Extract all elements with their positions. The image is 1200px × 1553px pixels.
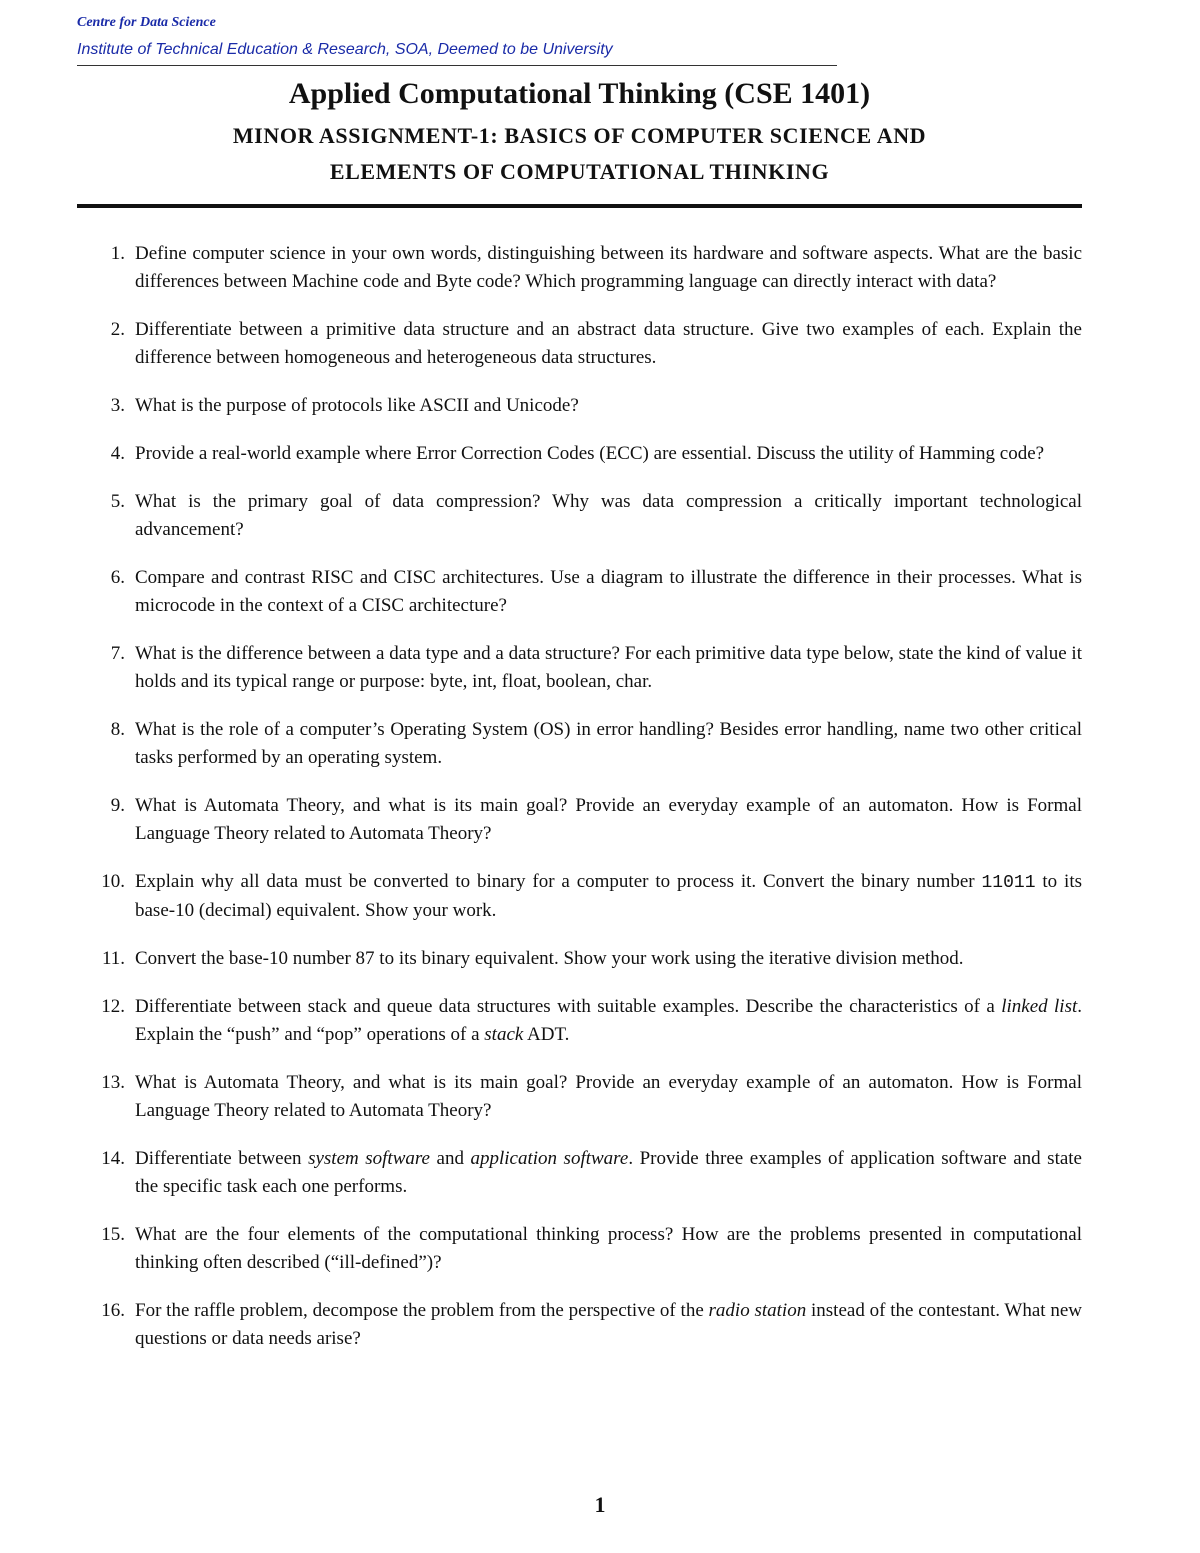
question-number: 8. bbox=[110, 719, 125, 740]
question-item bbox=[77, 1297, 1082, 1353]
question-number: 4. bbox=[110, 443, 125, 464]
page-number: 1 bbox=[594, 1492, 606, 1517]
question-item bbox=[77, 716, 1082, 772]
question-item bbox=[77, 792, 1082, 848]
question-number: 5. bbox=[110, 491, 125, 512]
question-number: 10. bbox=[101, 871, 125, 892]
question-text: What is the difference between a data type and a data structure? For each primitive data type below, state the kind of value it holds and its typical range or purpose: byte, int, float, boolean, char. bbox=[135, 643, 1082, 692]
course-title: Applied Computational Thinking (CSE 1401) bbox=[288, 77, 871, 110]
question-number: 2. bbox=[110, 319, 125, 340]
subtitle-line-1: MINOR ASSIGNMENT-1: BASICS OF COMPUTER SCIENCE AND bbox=[232, 123, 927, 148]
question-item bbox=[77, 564, 1082, 620]
centre-name: Centre for Data Science bbox=[77, 15, 216, 30]
question-item bbox=[77, 1145, 1082, 1201]
question-text-part: instead of the contestant. What new questions or data needs arise? bbox=[135, 1300, 1082, 1349]
question-number: 3. bbox=[110, 395, 125, 416]
title-divider bbox=[77, 204, 1082, 208]
question-number: 11. bbox=[101, 948, 125, 969]
question-item bbox=[77, 440, 1082, 468]
italic-term: application software bbox=[470, 1148, 629, 1169]
question-number: 16. bbox=[101, 1300, 125, 1321]
page-header bbox=[77, 14, 837, 66]
question-number: 12. bbox=[101, 996, 125, 1017]
italic-term: radio station bbox=[708, 1300, 807, 1321]
question-text-part: Explain why all data must be converted to binary for a computer to process it. Convert the binary number bbox=[135, 871, 982, 892]
question-text-part: Differentiate between bbox=[135, 1148, 309, 1169]
question-number: 7. bbox=[110, 643, 125, 664]
question-text-part: . Provide three examples of application software and state the specific task each one performs. bbox=[135, 1148, 1082, 1197]
question-text-part: ADT. bbox=[523, 1024, 570, 1045]
question-item bbox=[77, 392, 1082, 420]
italic-term: stack bbox=[484, 1024, 524, 1045]
italic-term: system software bbox=[308, 1148, 430, 1169]
question-number: 1. bbox=[110, 243, 125, 264]
question-text: Provide a real-world example where Error Correction Codes (ECC) are essential. Discuss the utility of Hamming code? bbox=[135, 443, 1045, 464]
question-number: 14. bbox=[101, 1148, 125, 1169]
question-item bbox=[77, 240, 1082, 296]
question-number: 9. bbox=[110, 795, 125, 816]
question-number: 15. bbox=[101, 1224, 125, 1245]
question-list bbox=[77, 240, 1082, 1373]
question-text: What is Automata Theory, and what is its main goal? Provide an everyday example of an automaton. How is Formal Language Theory related to Automata Theory? bbox=[135, 1072, 1082, 1121]
question-text-part: to its base-10 (decimal) equivalent. Show your work. bbox=[135, 871, 1082, 921]
question-item bbox=[77, 1069, 1082, 1125]
institute-name: Institute of Technical Education & Research, SOA, Deemed to be University bbox=[77, 39, 837, 66]
question-text: What is the primary goal of data compression? Why was data compression a critically important technological advancement? bbox=[135, 491, 1082, 540]
question-text-part: and bbox=[430, 1148, 471, 1169]
question-text: Differentiate between a primitive data structure and an abstract data structure. Give two examples of each. Explain the difference between homogeneous and heterogeneous data structures. bbox=[135, 319, 1082, 368]
binary-code: 11011 bbox=[981, 873, 1036, 893]
question-text: What is Automata Theory, and what is its main goal? Provide an everyday example of an automaton. How is Formal Language Theory related to Automata Theory? bbox=[135, 795, 1082, 844]
question-item bbox=[77, 316, 1082, 372]
italic-term: linked list bbox=[1001, 996, 1078, 1017]
question-item bbox=[77, 640, 1082, 696]
question-text: Compare and contrast RISC and CISC architectures. Use a diagram to illustrate the difference in their processes. What is microcode in the context of a CISC architecture? bbox=[135, 567, 1082, 616]
question-item bbox=[77, 868, 1082, 925]
question-text: Define computer science in your own words, distinguishing between its hardware and software aspects. What are the basic differences between Machine code and Byte code? Which programming language can directly interact with data? bbox=[135, 243, 1082, 292]
question-text: What are the four elements of the computational thinking process? How are the problems presented in computational thinking often described (“ill-defined”)? bbox=[135, 1224, 1082, 1273]
question-number: 13. bbox=[101, 1072, 125, 1093]
question-text: What is the purpose of protocols like ASCII and Unicode? bbox=[135, 395, 579, 416]
question-text: Convert the base-10 number 87 to its binary equivalent. Show your work using the iterative division method. bbox=[135, 948, 964, 969]
question-item bbox=[77, 488, 1082, 544]
question-text-part: Differentiate between stack and queue data structures with suitable examples. Describe the characteristics of a bbox=[135, 996, 1002, 1017]
question-text-part: For the raffle problem, decompose the problem from the perspective of the bbox=[135, 1300, 709, 1321]
question-text-part: . Explain the “push” and “pop” operations of a bbox=[135, 996, 1082, 1045]
question-item bbox=[77, 1221, 1082, 1277]
title-block bbox=[77, 74, 1082, 190]
subtitle-line-2: ELEMENTS OF COMPUTATIONAL THINKING bbox=[329, 159, 830, 184]
question-item bbox=[77, 993, 1082, 1049]
question-text: What is the role of a computer’s Operating System (OS) in error handling? Besides error handling, name two other critical tasks performed by an operating system. bbox=[135, 719, 1082, 768]
question-number: 6. bbox=[110, 567, 125, 588]
assignment-subtitle bbox=[77, 118, 1082, 190]
question-item bbox=[77, 945, 1082, 973]
